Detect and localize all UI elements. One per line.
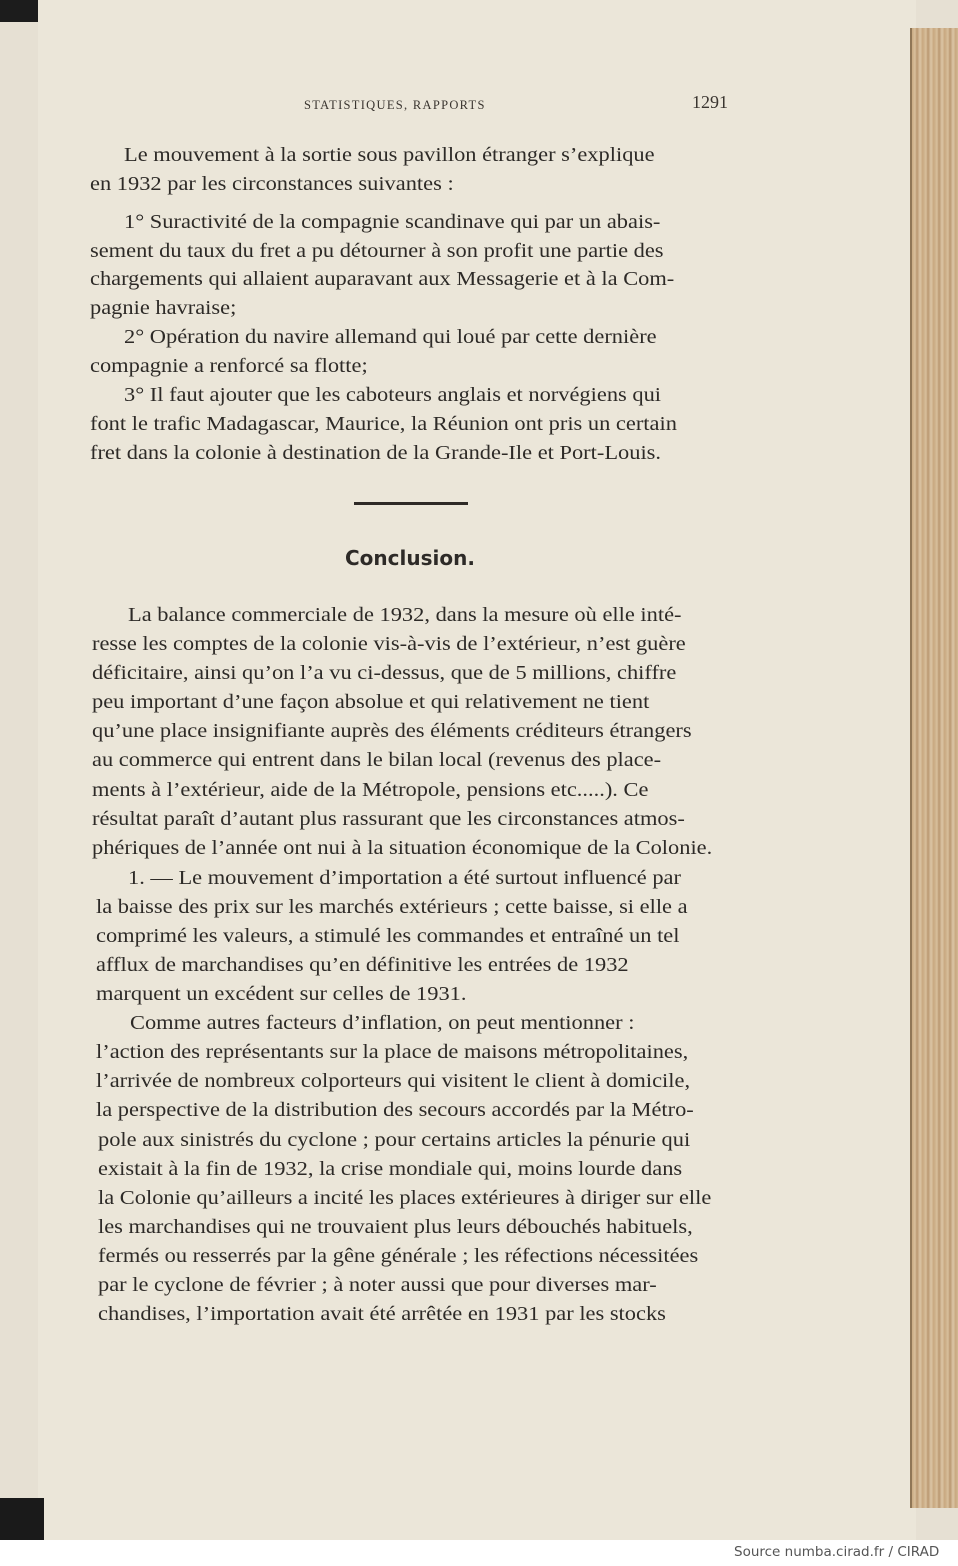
- text-line: chargements qui allaient auparavant aux Messagerie et à la Com-: [90, 269, 675, 290]
- text-line: phériques de l’année ont nui à la situation économique de la Colonie.: [92, 838, 713, 859]
- text-line: marquent un excédent sur celles de 1931.: [96, 984, 467, 1005]
- text-line: comprimé les valeurs, a stimulé les commandes et entraîné un tel: [96, 926, 680, 947]
- text-line: 1. — Le mouvement d’importation a été surtout influencé par: [128, 868, 681, 889]
- text-line: la baisse des prix sur les marchés extérieurs ; cette baisse, si elle a: [96, 897, 688, 918]
- text-line: 2° Opération du navire allemand qui loué par cette dernière: [124, 327, 657, 348]
- section-divider: [354, 502, 468, 505]
- text-line: ments à l’extérieur, aide de la Métropole, pensions etc.....). Ce: [92, 780, 649, 801]
- text-line: pole aux sinistrés du cyclone ; pour certains articles la pénurie qui: [98, 1130, 691, 1151]
- text-line: compagnie a renforcé sa flotte;: [90, 356, 368, 377]
- text-line: déficitaire, ainsi qu’on l’a vu ci-dessus, que de 5 millions, chiffre: [92, 663, 677, 684]
- text-line: la Colonie qu’ailleurs a incité les places extérieures à diriger sur elle: [98, 1188, 712, 1209]
- text-line: qu’une place insignifiante auprès des éléments créditeurs étrangers: [92, 721, 692, 742]
- text-line: resse les comptes de la colonie vis-à-vis de l’extérieur, n’est guère: [92, 634, 686, 655]
- text-line: chandises, l’importation avait été arrêtée en 1931 par les stocks: [98, 1304, 666, 1325]
- text-line: La balance commerciale de 1932, dans la mesure où elle inté-: [128, 605, 682, 626]
- source-credit: Source numba.cirad.fr / CIRAD: [734, 1544, 940, 1560]
- text-line: existait à la fin de 1932, la crise mondiale qui, moins lourde dans: [98, 1159, 683, 1180]
- text-line: la perspective de la distribution des secours accordés par la Métro-: [96, 1100, 694, 1121]
- text-line: fermés ou resserrés par la gêne générale ; les réfections nécessitées: [98, 1246, 699, 1267]
- text-line: sement du taux du fret a pu détourner à son profit une partie des: [90, 241, 664, 262]
- text-line: 1° Suractivité de la compagnie scandinave qui par un abais-: [124, 212, 661, 233]
- text-line: peu important d’une façon absolue et qui relativement ne tient: [92, 692, 650, 713]
- page-stack-edge: [912, 28, 958, 1508]
- text-line: résultat paraît d’autant plus rassurant que les circonstances atmos-: [92, 809, 685, 830]
- text-line: Le mouvement à la sortie sous pavillon étranger s’explique: [124, 145, 655, 166]
- text-line: les marchandises qui ne trouvaient plus leurs débouchés habituels,: [98, 1217, 693, 1238]
- text-line: font le trafic Madagascar, Maurice, la Réunion ont pris un certain: [90, 414, 677, 435]
- text-line: l’arrivée de nombreux colporteurs qui visitent le client à domicile,: [96, 1071, 691, 1092]
- text-line: au commerce qui entrent dans le bilan local (revenus des place-: [92, 750, 662, 771]
- text-line: afflux de marchandises qu’en définitive les entrées de 1932: [96, 955, 629, 976]
- text-line: en 1932 par les circonstances suivantes :: [90, 174, 454, 195]
- text-line: par le cyclone de février ; à noter aussi que pour diverses mar-: [98, 1275, 657, 1296]
- text-line: l’action des représentants sur la place de maisons métropolitaines,: [96, 1042, 689, 1063]
- text-line: fret dans la colonie à destination de la Grande-Ile et Port-Louis.: [90, 443, 662, 464]
- scan-corner-top: [0, 0, 38, 22]
- running-head: STATISTIQUES, RAPPORTS: [304, 98, 486, 112]
- text-line: Comme autres facteurs d’inflation, on peut mentionner :: [130, 1013, 635, 1034]
- text-line: pagnie havraise;: [90, 298, 237, 319]
- page-number: 1291: [692, 92, 728, 112]
- scan-corner-bottom: [0, 1498, 44, 1540]
- text-line: 3° Il faut ajouter que les caboteurs anglais et norvégiens qui: [124, 385, 662, 406]
- section-title: Conclusion.: [345, 546, 475, 570]
